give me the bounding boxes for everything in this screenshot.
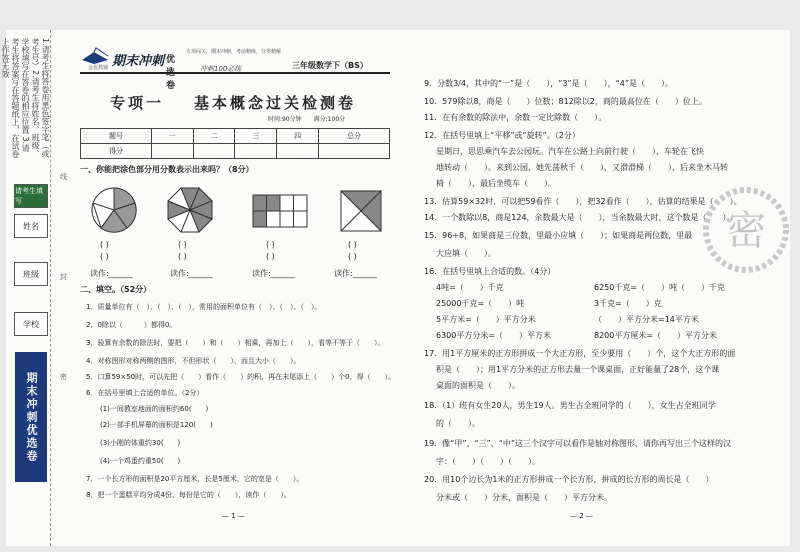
question-13: 13．估算59×32时，可以把59看作（ ），把32看作（ ），估算的结果是（ ）。 <box>424 197 742 206</box>
answer-blank[interactable]: ( ) <box>178 252 187 261</box>
seal-text: 密 <box>726 208 766 254</box>
question-12-line1: 星期日，思思乘汽车去公园玩。汽车在公路上向前行驶（ ），车轮在飞快 <box>436 147 704 156</box>
question-18-line2: 的（ ）。 <box>436 419 480 428</box>
header-logo <box>80 46 182 91</box>
question-10: 10．579除以8，商是（ ）位数；812除以2，商的最高位在（ ）位上。 <box>424 97 707 106</box>
question-1: 1．质量单位有（ ）、（ ）、（ ），常用的面积单位有（ ）、（ ）、（ ）。 <box>86 303 322 311</box>
name-field[interactable]: 姓名 <box>14 214 48 238</box>
answer-blank[interactable]: ( ) <box>266 252 275 261</box>
question-18: 18．（1）班有女生20人，男生19人。男生占全班同学的（ ），女生占全班同学 <box>424 401 716 410</box>
confidential-seal-icon <box>700 168 792 292</box>
question-19: 19．像“甲”、“三”、“中”这三个汉字可以看作是轴对称图形，请你再写出三个这样的汉 <box>424 439 732 448</box>
answer-blank[interactable]: ( ) <box>348 252 357 261</box>
header-slogan: 专项闯关，期末冲刺，考前精练，分类精解 <box>186 49 282 55</box>
answer-blank[interactable]: ( ) <box>348 240 357 249</box>
question-12-line3: 椅（ ），最后坐缆车（ ）。 <box>436 179 556 188</box>
score-header-cell: 题号 <box>81 129 152 144</box>
score-header-cell: 一 <box>151 129 193 144</box>
question-3: 3．验算有余数的除法时，要把（ ）和（ ）相乘，再加上（ ），看等不等于（ ）。 <box>86 339 385 347</box>
question-16-item: 3千克=（ ）克 <box>594 299 662 308</box>
book-icon <box>80 46 110 66</box>
question-15: 15．96÷8，如果商是三位数，里最小应填（ ）；如果商是两位数，里最 <box>424 231 693 240</box>
read-as-field[interactable]: 读作:______ <box>334 269 377 278</box>
question-17-line3: 桌面的面积是（ ）。 <box>436 381 520 390</box>
question-14: 14．一个数除以8，商是124，余数最大是（ ），当余数最大时，这个数是（ ）。 <box>424 213 735 222</box>
score-input-cell[interactable] <box>235 144 277 159</box>
header-grade: 三年级数学下（BS） <box>292 60 368 73</box>
question-6-3: (3)小刚的体重约30( ) <box>100 439 181 447</box>
score-table-header <box>81 129 390 144</box>
score-input-cell[interactable] <box>277 144 319 159</box>
score-input-cell[interactable] <box>318 144 389 159</box>
answer-blank[interactable]: ( ) <box>266 240 275 249</box>
question-15-line2: 大应填（ ）。 <box>436 249 496 258</box>
cut-mark-2: 封 <box>60 273 67 281</box>
question-7: 7．一个长方形的面积是20平方厘米，长是5厘米，它的宽是（ ）。 <box>86 475 304 483</box>
read-as-field[interactable]: 读作:______ <box>90 269 133 278</box>
score-header-cell: 三 <box>235 129 277 144</box>
answer-blank[interactable]: ( ) <box>100 240 109 249</box>
time-info: 时间:90分钟 满分:100分 <box>268 116 346 123</box>
page-title <box>110 92 356 113</box>
question-17: 17．用1平方厘米的正方形拼成一个大正方形，至少要用（ ）个，这个大正方形的面 <box>424 349 736 358</box>
cut-mark-1: 线 <box>60 173 67 181</box>
school-field[interactable]: 学校 <box>14 312 48 336</box>
read-as-field[interactable]: 读作:______ <box>170 269 213 278</box>
question-16-item: 5平方米=（ ）平方分米 <box>436 315 536 324</box>
question-20-line2: 分米或（ ）分米，面积是（ ）平方分米。 <box>436 493 612 502</box>
title-part1: 专项一 <box>110 94 165 112</box>
question-16-item: 6300平方分米=（ ）平方米 <box>436 331 552 340</box>
question-9: 9．分数3/4，其中的“一”是（ ），“3”是（ ），“4”是（ ）。 <box>424 79 674 88</box>
header-rule <box>80 72 390 74</box>
question-8: 8．把一个蛋糕平均分成4份，每份是它的（ ），读作（ ）。 <box>86 491 291 499</box>
logo-suffix: 优选卷 <box>166 55 176 91</box>
logo-sub: 金优教辅 <box>88 65 109 71</box>
question-16-item: 6250千克=（ ）吨（ ）千克 <box>594 283 726 292</box>
pie-fraction-shape <box>90 186 138 234</box>
question-12-line2: 地转动（ ）。来到公园，她先荡秋千（ ），又滑滑梯（ ），后来坐木马转 <box>436 163 728 172</box>
read-as-field[interactable]: 读作:______ <box>252 269 295 278</box>
section1-heading: 一、你能把涂色部分用分数表示出来吗？（8分） <box>80 165 254 174</box>
binding-notice: 1.请考生将答卷用黑色签字笔（或考生号）2.请考生将姓名、班级、学校填写在答卷的相应位置 3.请考生将答案写在答题纸上，在试卷上作答无效 <box>1 38 50 158</box>
question-16: 16．在括号里填上合适的数。（4分） <box>424 267 556 276</box>
question-6-1: (1)一间教室地面的面积约60( ) <box>100 405 209 413</box>
header-motto: 冲刺100必练 <box>200 65 242 73</box>
question-2: 2．0除以（ ）都得0。 <box>86 321 177 329</box>
binding-badge: 请考生填写 <box>14 184 48 208</box>
binding-strip <box>1 30 51 546</box>
question-6-2: (2)一部手机屏幕的面积是120( ) <box>100 421 213 429</box>
question-19-line2: 字：（ ）（ ）（ ）。 <box>436 457 540 466</box>
square-fraction-shape <box>340 190 382 232</box>
grid-fraction-shape <box>252 194 308 228</box>
score-header-cell: 二 <box>193 129 235 144</box>
score-table-row <box>81 144 390 159</box>
title-part2: 基本概念过关检测卷 <box>194 94 357 112</box>
cut-mark-3: 密 <box>60 373 67 381</box>
answer-blank[interactable]: ( ) <box>100 252 109 261</box>
question-16-item: 25000千克=（ ）吨 <box>436 299 525 308</box>
question-6: 6．在括号里填上合适的单位。（2分） <box>86 389 204 397</box>
page-number-2: — 2 — <box>570 512 593 520</box>
question-11: 11．在有余数的除法中，余数一定比除数（ ）。 <box>424 113 607 122</box>
score-input-cell[interactable] <box>151 144 193 159</box>
question-5: 5．口算59×50时，可以先把（ ）看作（ ）的积，再在末尾添上（ ）个0，得（ ）。 <box>86 373 396 381</box>
section2-heading: 二、填空。（52分） <box>80 285 152 294</box>
score-header-cell: 四 <box>277 129 319 144</box>
question-16-item: （ ）平方分米=14平方米 <box>594 315 699 324</box>
question-4: 4．对称图形对称两侧的图形，不但形状（ ），而且大小（ ）。 <box>86 357 301 365</box>
page-number-1: — 1 — <box>222 512 245 520</box>
brand-logo-vertical: 期末冲刺优选卷 <box>15 352 47 482</box>
question-17-line2: 积是（ ）；用1平方分米的正方形去量一个课桌面，正好能量了28个，这个课 <box>436 365 720 374</box>
question-6-4: (4)一个鸡蛋约重50( ) <box>100 457 181 465</box>
class-field[interactable]: 班级 <box>14 262 48 286</box>
question-16-item: 4吨=（ ）千克 <box>436 283 504 292</box>
question-16-item: 8200平方厘米=（ ）平方分米 <box>594 331 718 340</box>
score-table <box>80 128 390 159</box>
question-12: 12．在括号里填上“平移”或“旋转”。（2分） <box>424 131 580 140</box>
octagon-fraction-shape <box>166 186 214 234</box>
answer-blank[interactable]: ( ) <box>178 240 187 249</box>
question-20: 20．用10个边长为1米的正方形拼成一个长方形，拼成的长方形的周长是（ ） <box>424 475 714 484</box>
logo-title: 期末冲刺 <box>112 54 165 69</box>
score-input-cell[interactable] <box>193 144 235 159</box>
score-header-cell: 总分 <box>318 129 389 144</box>
score-row-label: 得分 <box>81 144 152 159</box>
